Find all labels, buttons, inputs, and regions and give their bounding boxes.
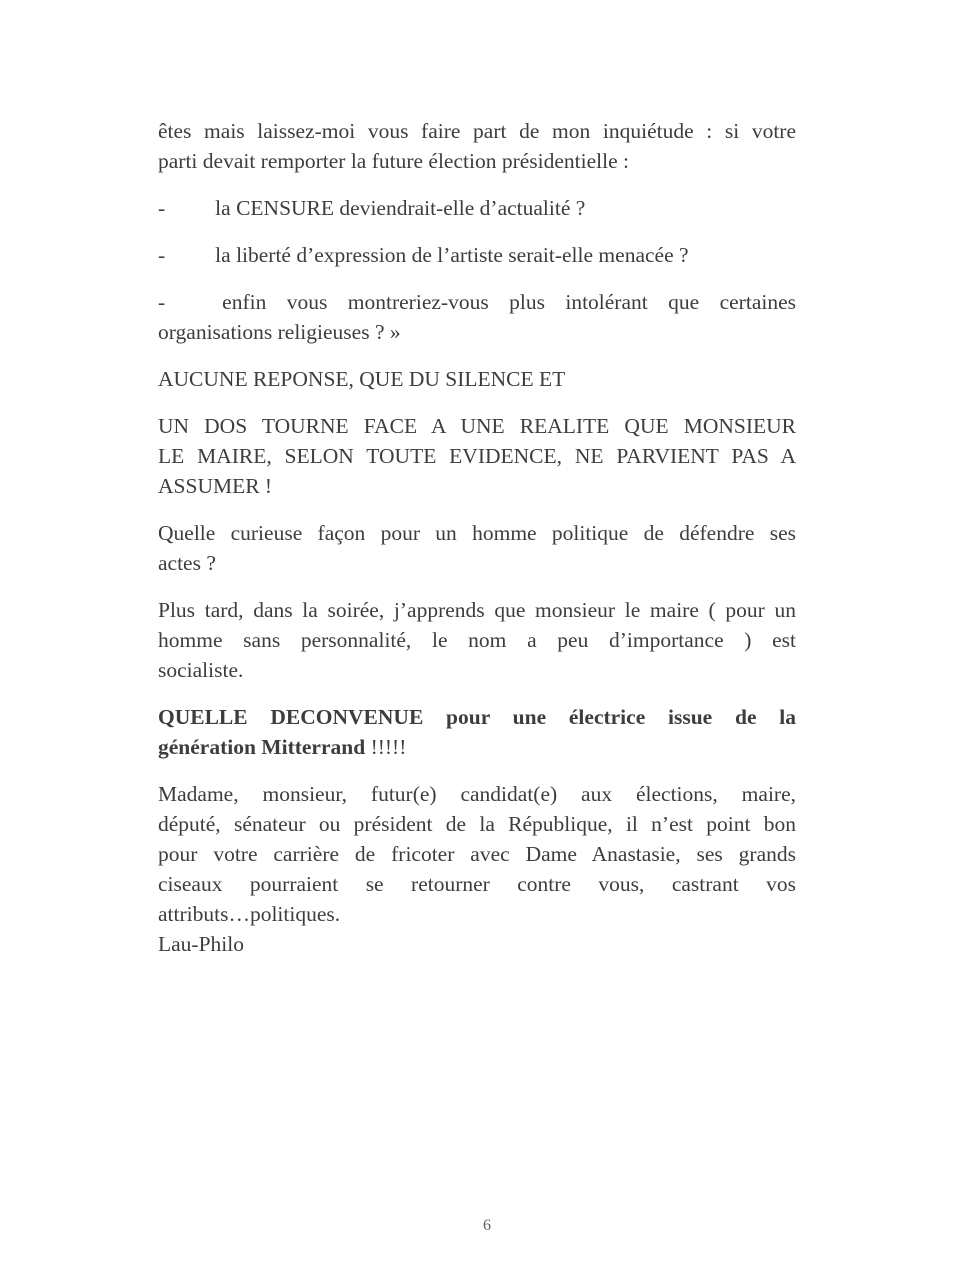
text-line	[158, 146, 796, 176]
text-line	[158, 869, 796, 899]
text-segment: ciseaux pourraient se retourner contre vous, castrant vos	[158, 872, 796, 896]
document-content	[158, 116, 796, 976]
text-segment: pour votre carrière de fricoter avec Dame Anastasie, ses grands	[158, 842, 796, 866]
page-number: 6	[483, 1217, 491, 1234]
dash-marker: -	[158, 290, 166, 314]
text-line	[158, 809, 796, 839]
text-line	[158, 548, 796, 578]
text-segment: Plus tard, dans la soirée, j’apprends que monsieur le maire ( pour un	[158, 598, 796, 622]
text-line	[158, 471, 796, 501]
text-line	[158, 411, 796, 441]
text-segment: homme sans personnalité, le nom a peu d’importance ) est	[158, 628, 796, 652]
text-segment: LE MAIRE, SELON TOUTE EVIDENCE, NE PARVIENT PAS A	[158, 444, 796, 468]
paragraph	[158, 518, 796, 578]
text-segment: enfin vous montreriez-vous plus intolérant que certaines	[222, 290, 796, 314]
text-line	[158, 655, 796, 685]
text-segment: génération Mitterrand	[158, 735, 371, 759]
text-segment: la liberté d’expression de l’artiste serait-elle menacée ?	[215, 243, 689, 267]
text-segment: UN DOS TOURNE FACE A UNE REALITE QUE MONSIEUR	[158, 414, 796, 438]
paragraph	[158, 595, 796, 685]
text-line	[158, 193, 796, 223]
text-line	[158, 287, 796, 317]
text-line	[158, 364, 796, 394]
text-segment: Madame, monsieur, futur(e) candidat(e) aux élections, maire,	[158, 782, 796, 806]
text-line	[158, 625, 796, 655]
text-segment: organisations religieuses ? »	[158, 320, 401, 344]
dash-marker: -	[158, 243, 166, 267]
text-segment: parti devait remporter la future élection présidentielle :	[158, 149, 630, 173]
paragraph	[158, 240, 796, 270]
text-line	[158, 732, 796, 762]
text-line	[158, 779, 796, 809]
text-segment: socialiste.	[158, 658, 244, 682]
paragraph	[158, 364, 796, 394]
paragraph	[158, 193, 796, 223]
dash-marker: -	[158, 196, 166, 220]
text-segment: député, sénateur ou président de la République, il n’est point bon	[158, 812, 796, 836]
text-line	[158, 595, 796, 625]
text-line	[158, 441, 796, 471]
text-segment: QUELLE DECONVENUE pour une électrice issue de la	[158, 705, 796, 729]
paragraph	[158, 116, 796, 176]
paragraph	[158, 702, 796, 762]
paragraph	[158, 287, 796, 347]
text-segment: la CENSURE deviendrait-elle d’actualité ?	[215, 196, 586, 220]
text-segment: actes ?	[158, 551, 216, 575]
text-line	[158, 317, 796, 347]
text-line	[158, 839, 796, 869]
text-line	[158, 929, 796, 959]
text-line	[158, 518, 796, 548]
text-segment: AUCUNE REPONSE, QUE DU SILENCE ET	[158, 367, 566, 391]
text-line	[158, 899, 796, 929]
text-segment: attributs…politiques.	[158, 902, 341, 926]
text-segment: êtes mais laissez-moi vous faire part de mon inquiétude : si votre	[158, 119, 796, 143]
text-line	[158, 240, 796, 270]
paragraph	[158, 411, 796, 501]
text-segment: ASSUMER !	[158, 474, 273, 498]
text-line	[158, 116, 796, 146]
text-segment: Quelle curieuse façon pour un homme politique de défendre ses	[158, 521, 796, 545]
text-segment: Lau-Philo	[158, 932, 244, 956]
text-segment: !!!!!	[370, 735, 407, 759]
text-line	[158, 702, 796, 732]
paragraph	[158, 779, 796, 959]
